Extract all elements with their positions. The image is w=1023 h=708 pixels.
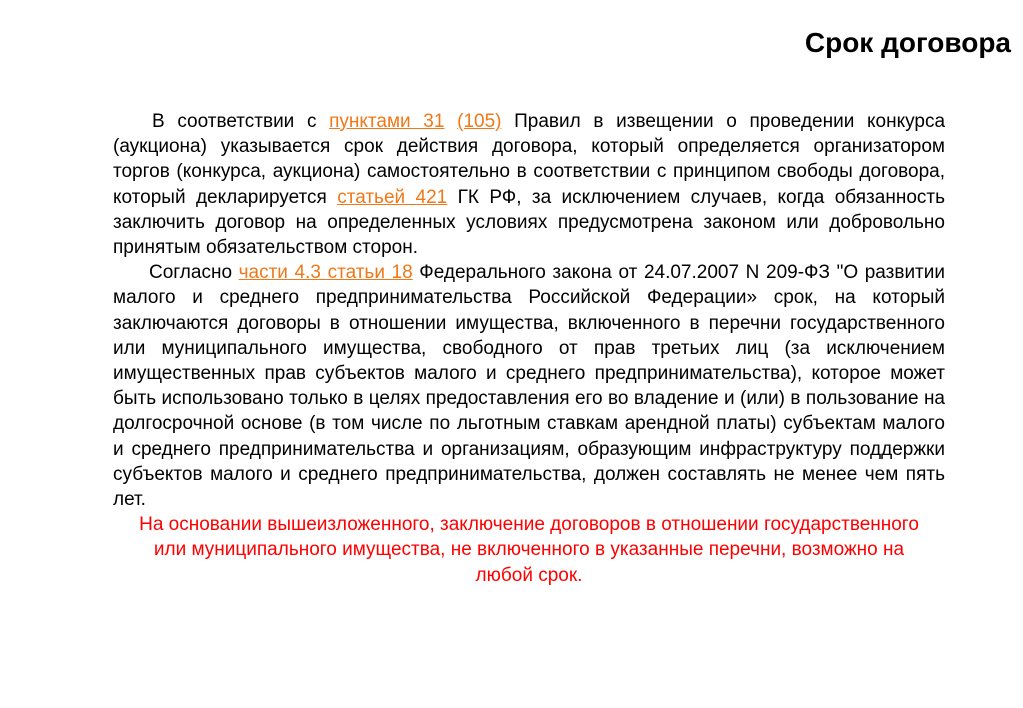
- page-title: Срок договора: [804, 27, 1011, 58]
- paragraph-text: Федерального закона от 24.07.2007 N 209-ФЗ "О развитии малого и среднего предпринимательства Российской Федерации» срок, на который заключаются договоры в отношении имущества, включенного в перечни государственного или муниципального имущества, свободного от прав третьих лиц (за исключением имущественных прав субъектов малого и среднего предпринимательства), которое может быть использовано только в целях предоставления его во владение и (или) в пользование на долгосрочной основе (в том числе по льготным ставкам арендной платы) субъектам малого и среднего предпринимательства и организациям, образующим инфраструктуру поддержки субъектов малого и среднего предпринимательства, должен составлять не менее чем пять лет.: [113, 262, 945, 511]
- conclusion-text: На основании вышеизложенного, заключение договоров в отношении государственного или муниципального имущества, не включенного в указанные перечни, возможно на любой срок.: [139, 514, 919, 586]
- paragraph-text: Правил в извещении о проведении конкурса (аукциона) указывается срок действия договора, который определяется организатором торгов (конкурса, аукциона) самостоятельно в соответствии с принципом свободы договора, который декларируется: [113, 111, 946, 208]
- paragraph-text: ГК РФ, за исключением случаев, когда обязанность заключить договор на определенных условиях предусмотрена законом или добровольно принятым обязательством сторон.: [113, 186, 945, 259]
- link-article-421[interactable]: статьей 421: [337, 186, 448, 208]
- link-clauses-31[interactable]: пунктами 31: [329, 111, 445, 132]
- paragraph-text: Согласно: [149, 262, 239, 284]
- link-clause-105[interactable]: (105): [457, 111, 502, 132]
- document-body: [113, 109, 945, 588]
- paragraph-federal-law: [113, 260, 945, 512]
- paragraph-rules: [113, 109, 945, 260]
- paragraph-text: В соответствии с: [152, 111, 330, 132]
- link-part-4-3-article-18[interactable]: части 4.3 статьи 18: [238, 262, 413, 284]
- link-separator: [444, 111, 457, 132]
